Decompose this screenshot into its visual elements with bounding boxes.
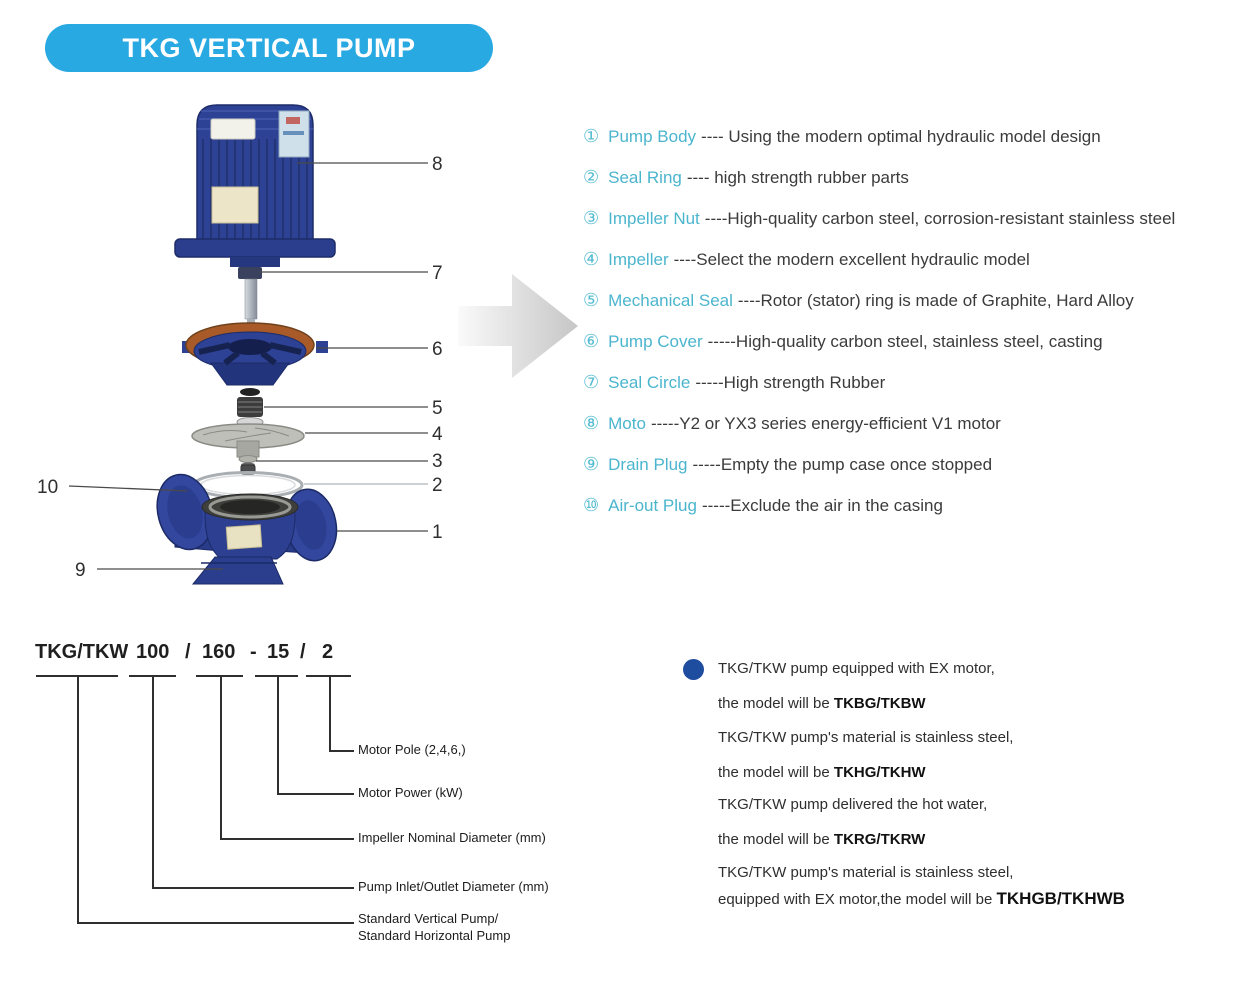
part-desc: -----High-quality carbon steel, stainless steel, casting <box>707 332 1103 351</box>
part-desc: ---- high strength rubber parts <box>686 168 909 187</box>
title-banner <box>45 24 493 72</box>
part-name: Pump Body <box>608 127 697 146</box>
part-desc: -----High strength Rubber <box>695 373 886 392</box>
part-row <box>583 249 1233 273</box>
part-desc: ----High-quality carbon steel, corrosion-resistant stainless steel <box>704 209 1176 228</box>
model-token-slash1: / <box>185 641 191 663</box>
part-name: Drain Plug <box>608 455 688 474</box>
page-title: TKG VERTICAL PUMP <box>122 32 416 63</box>
part-number: ⑥ <box>583 331 600 351</box>
model-connector <box>152 677 154 887</box>
callout-10: 10 <box>37 477 59 498</box>
part-row <box>583 126 1233 150</box>
model-token-pole: 2 <box>322 641 334 663</box>
callout-5: 5 <box>432 398 443 419</box>
model-label-impeller-dia: Impeller Nominal Diameter (mm) <box>358 830 546 845</box>
motor-label-cream <box>212 187 258 223</box>
model-label-inlet-dia: Pump Inlet/Outlet Diameter (mm) <box>358 879 549 894</box>
part-number: ④ <box>583 249 600 269</box>
flow-arrow-icon <box>452 262 584 392</box>
part-number: ⑨ <box>583 454 600 474</box>
part-number: ③ <box>583 208 600 228</box>
pump-base-illustration <box>193 557 283 584</box>
impeller-illustration <box>192 424 304 463</box>
callout-7: 7 <box>432 263 443 284</box>
callout-1: 1 <box>432 522 443 543</box>
callout-4: 4 <box>432 424 443 445</box>
note-line: TKG/TKW pump delivered the hot water, <box>718 796 988 813</box>
part-name: Seal Ring <box>608 168 682 187</box>
part-name: Moto <box>608 414 646 433</box>
pump-body-illustration <box>150 469 343 584</box>
model-token-dash: - <box>250 641 257 663</box>
part-row <box>583 495 1233 519</box>
pump-cover-illustration <box>182 323 328 385</box>
model-connector <box>220 838 354 840</box>
note-line: TKG/TKW pump equipped with EX motor, <box>718 660 995 677</box>
shaft-illustration <box>238 267 262 331</box>
callout-2: 2 <box>432 475 443 496</box>
callout-6: 6 <box>432 339 443 360</box>
model-token-slash2: / <box>300 641 306 663</box>
part-number: ① <box>583 126 600 146</box>
part-row <box>583 454 1233 478</box>
model-connector <box>329 677 331 750</box>
part-number: ⑩ <box>583 495 600 515</box>
note-line: equipped with EX motor,the model will be TKHGB/TKHWB <box>718 889 1125 908</box>
model-connector <box>152 887 354 889</box>
part-desc: ---- Using the modern optimal hydraulic model design <box>701 127 1101 146</box>
part-desc: ----Rotor (stator) ring is made of Graphite, Hard Alloy <box>737 291 1134 310</box>
part-name: Pump Cover <box>608 332 703 351</box>
model-label-pump-type <box>358 910 510 944</box>
part-name: Air-out Plug <box>608 496 697 515</box>
model-label-motor-pole: Motor Pole (2,4,6,) <box>358 742 466 757</box>
model-connector <box>277 793 354 795</box>
model-connector <box>329 750 354 752</box>
part-row <box>583 167 1233 191</box>
part-row <box>583 208 1233 232</box>
part-name: Impeller <box>608 250 669 269</box>
model-label-pump-type-line2: Standard Horizontal Pump <box>358 928 511 943</box>
callout-8: 8 <box>432 154 443 175</box>
parts-legend <box>583 126 1233 536</box>
note-line: TKG/TKW pump's material is stainless steel, <box>718 864 1014 881</box>
part-name: Impeller Nut <box>608 209 700 228</box>
part-number: ② <box>583 167 600 187</box>
model-connector <box>277 677 279 793</box>
model-token-series: TKG/TKW <box>35 641 129 663</box>
model-connector <box>77 922 354 924</box>
note-line: TKG/TKW pump's material is stainless steel, <box>718 729 1014 746</box>
exploded-pump-diagram <box>25 95 485 600</box>
part-number: ⑦ <box>583 372 600 392</box>
part-number: ⑧ <box>583 413 600 433</box>
model-token-power: 15 <box>267 641 290 663</box>
bullet-icon <box>683 659 704 680</box>
motor-illustration <box>175 105 335 267</box>
part-name: Seal Circle <box>608 373 691 392</box>
part-row <box>583 372 1233 396</box>
part-name: Mechanical Seal <box>608 291 733 310</box>
model-token-inlet: 100 <box>136 641 170 663</box>
pump-body-label <box>226 525 261 549</box>
note-line: the model will be TKBG/TKBW <box>718 695 926 712</box>
model-connector <box>220 677 222 838</box>
model-connector <box>77 677 79 922</box>
part-row <box>583 331 1233 355</box>
callout-3: 3 <box>432 451 443 472</box>
motor-label-white <box>211 119 255 139</box>
note-line: the model will be TKRG/TKRW <box>718 831 926 848</box>
model-token-impeller: 160 <box>202 641 236 663</box>
part-row <box>583 290 1233 314</box>
callout-9: 9 <box>75 560 86 581</box>
part-desc: ----Select the modern excellent hydraulic model <box>673 250 1030 269</box>
part-desc: -----Y2 or YX3 series energy-efficient V1 motor <box>650 414 1001 433</box>
part-number: ⑤ <box>583 290 600 310</box>
note-line: the model will be TKHG/TKHW <box>718 764 926 781</box>
part-row <box>583 413 1233 437</box>
part-desc: -----Exclude the air in the casing <box>701 496 943 515</box>
model-label-motor-power: Motor Power (kW) <box>358 785 463 800</box>
part-desc: -----Empty the pump case once stopped <box>692 455 993 474</box>
mechanical-seal-illustration <box>237 388 263 427</box>
model-label-pump-type-line1: Standard Vertical Pump/ <box>358 911 499 926</box>
